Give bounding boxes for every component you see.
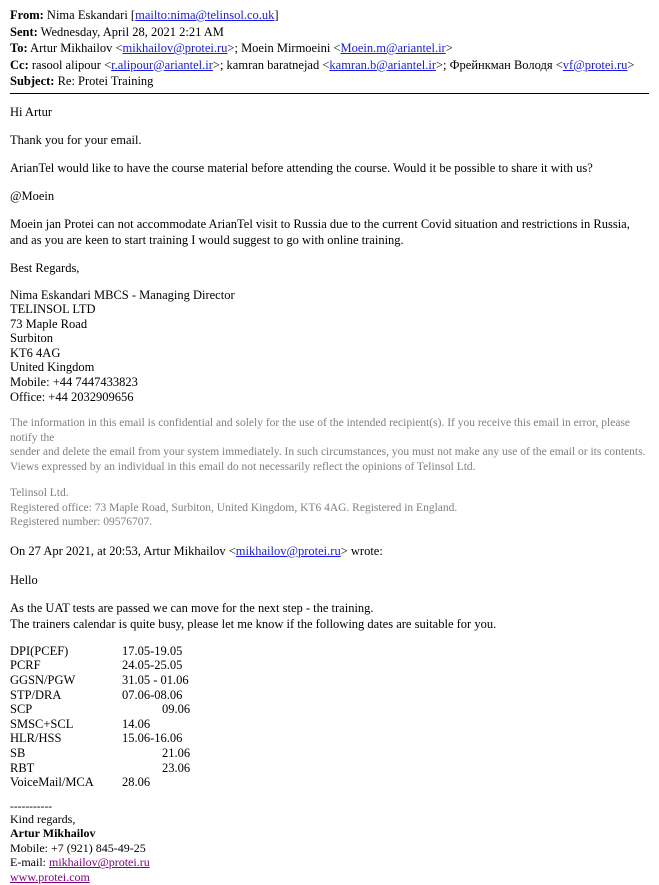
header-to-text-end: > — [445, 41, 453, 55]
disclaimer-line: sender and delete the email from your system immediately. In such circumstances, you must not make any use of the email or its contents. — [10, 446, 646, 459]
legal-line: Registered office: 73 Maple Road, Surbiton, United Kingdom, KT6 4AG. Registered in England. — [10, 501, 458, 514]
closing-email-link[interactable]: mikhailov@protei.ru — [49, 855, 150, 870]
schedule-row — [10, 761, 649, 776]
header-cc — [10, 57, 649, 74]
schedule-row — [10, 688, 649, 703]
schedule-date: 14.06 — [122, 716, 151, 731]
request-paragraph: ArianTel would like to have the course material before attending the course. Would it be possible to share it with us? — [10, 160, 593, 175]
header-to-text-mid: >; Moein Mirmoeini < — [227, 41, 341, 55]
mention-paragraph: @Moein — [10, 188, 55, 203]
signature-line: Office: +44 2032909656 — [10, 389, 134, 404]
to-recipient-1-link[interactable]: mikhailov@protei.ru — [122, 41, 228, 55]
signature-line: United Kingdom — [10, 360, 95, 375]
schedule-date: 24.05-25.05 — [122, 658, 183, 673]
signature-block — [10, 288, 649, 405]
disclaimer-line: The information in this email is confidential and solely for the use of the intended recipient(s). If you receive this email in error, please notify the — [10, 417, 631, 444]
confidentiality-disclaimer — [10, 416, 649, 474]
schedule-row — [10, 658, 649, 673]
header-from — [10, 7, 649, 24]
closing-mobile: Mobile: +7 (921) 845-49-25 — [10, 840, 146, 855]
signature-line: KT6 4AG — [10, 345, 61, 360]
header-to-label: To: — [10, 41, 28, 55]
schedule-date: 15.06-16.06 — [122, 731, 183, 746]
header-cc-label: Cc: — [10, 57, 29, 72]
schedule-row — [10, 717, 649, 732]
quoted-hello: Hello — [10, 572, 38, 587]
header-from-label: From: — [10, 8, 44, 22]
quoted-closing-block — [10, 802, 649, 885]
greeting-paragraph: Hi Artur — [10, 104, 53, 119]
schedule-course: VoiceMail/MCA — [10, 775, 94, 790]
schedule-course: RBT — [10, 760, 35, 775]
schedule-course: HLR/HSS — [10, 731, 62, 746]
header-from-text-after: ] — [274, 8, 279, 22]
cc-recipient-3-link[interactable]: vf@protei.ru — [562, 57, 628, 72]
header-sent-text: Wednesday, April 28, 2021 2:21 AM — [37, 24, 224, 39]
schedule-date: 31.05 - 01.06 — [122, 672, 189, 687]
regards-paragraph: Best Regards, — [10, 260, 80, 275]
signature-line: Nima Eskandari MBCS - Managing Director — [10, 287, 235, 302]
closing-website-row — [10, 870, 649, 885]
quoted-intro-before: On 27 Apr 2021, at 20:53, Artur Mikhailov < — [10, 543, 236, 558]
signature-line: 73 Maple Road — [10, 316, 88, 331]
legal-line: Telinsol Ltd. — [10, 487, 69, 500]
header-cc-text-end: > — [627, 57, 635, 72]
training-schedule — [10, 644, 649, 790]
closing-separator: ----------- — [10, 800, 53, 813]
schedule-row — [10, 644, 649, 659]
header-cc-text: rasool alipour < — [28, 57, 112, 72]
cc-recipient-2-link[interactable]: kamran.b@ariantel.ir — [329, 57, 436, 72]
schedule-course: DPI(PCEF) — [10, 643, 69, 658]
header-cc-text-mid2: >; Фрейнкман Володя < — [436, 57, 563, 72]
legal-line: Registered number: 09576707. — [10, 516, 153, 529]
header-subject-text: Re: Protei Training — [54, 74, 154, 88]
schedule-course: PCRF — [10, 658, 41, 673]
header-from-text: Nima Eskandari [ — [43, 8, 136, 22]
schedule-date: 09.06 — [162, 702, 191, 717]
thanks-paragraph: Thank you for your email. — [10, 132, 142, 147]
signature-line: Mobile: +44 7447433823 — [10, 375, 138, 390]
header-cc-text-mid: >; kamran baratnejad < — [212, 57, 330, 72]
moein-paragraph: Moein jan Protei can not accommodate ArianTel visit to Russia due to the current Covid situation and restrictions in Russia, and as you are keen to start training I would suggest to go with online training. — [10, 216, 630, 247]
signature-line: TELINSOL LTD — [10, 302, 96, 317]
schedule-date: 21.06 — [162, 745, 191, 760]
header-sent — [10, 24, 649, 41]
quoted-intro-after: > wrote: — [340, 543, 383, 558]
to-recipient-2-link[interactable]: Moein.m@ariantel.ir — [340, 41, 446, 55]
schedule-course: STP/DRA — [10, 687, 62, 702]
schedule-row — [10, 731, 649, 746]
quoted-intro — [10, 543, 649, 559]
quoted-line-2: The trainers calendar is quite busy, please let me know if the following dates are suitable for you. — [10, 616, 497, 631]
quoted-sender-link[interactable]: mikhailov@protei.ru — [235, 543, 341, 558]
header-subject-label: Subject: — [10, 74, 55, 88]
quoted-line-1: As the UAT tests are passed we can move for the next step - the training. — [10, 600, 374, 615]
schedule-course: GGSN/PGW — [10, 672, 76, 687]
schedule-course: SMSC+SCL — [10, 716, 74, 731]
schedule-date: 28.06 — [122, 775, 151, 790]
disclaimer-line: Views expressed by an individual in this email do not necessarily reflect the opinions of Telinsol Ltd. — [10, 460, 476, 473]
cc-recipient-1-link[interactable]: r.alipour@ariantel.ir — [111, 57, 213, 72]
signature-line: Surbiton — [10, 331, 54, 346]
closing-email-row — [10, 855, 649, 870]
header-to — [10, 40, 649, 57]
header-divider — [10, 93, 649, 94]
legal-block — [10, 486, 649, 530]
schedule-row — [10, 775, 649, 790]
schedule-date: 07.06-08.06 — [122, 687, 183, 702]
closing-email-label: E-mail: — [10, 855, 49, 870]
header-sent-label: Sent: — [10, 24, 38, 39]
header-subject — [10, 73, 649, 90]
email-body — [10, 104, 649, 885]
closing-name: Artur Mikhailov — [10, 826, 96, 841]
schedule-course: SB — [10, 745, 26, 760]
schedule-date: 23.06 — [162, 760, 191, 775]
closing-kind-regards: Kind regards, — [10, 811, 76, 826]
header-to-text: Artur Mikhailov < — [27, 41, 123, 55]
schedule-row — [10, 673, 649, 688]
schedule-row — [10, 702, 649, 717]
schedule-date: 17.05-19.05 — [122, 643, 183, 658]
schedule-course: SCP — [10, 702, 33, 717]
closing-website-link[interactable]: www.protei.com — [10, 870, 90, 885]
schedule-row — [10, 746, 649, 761]
from-mailto-link[interactable]: mailto:nima@telinsol.co.uk — [135, 8, 275, 22]
